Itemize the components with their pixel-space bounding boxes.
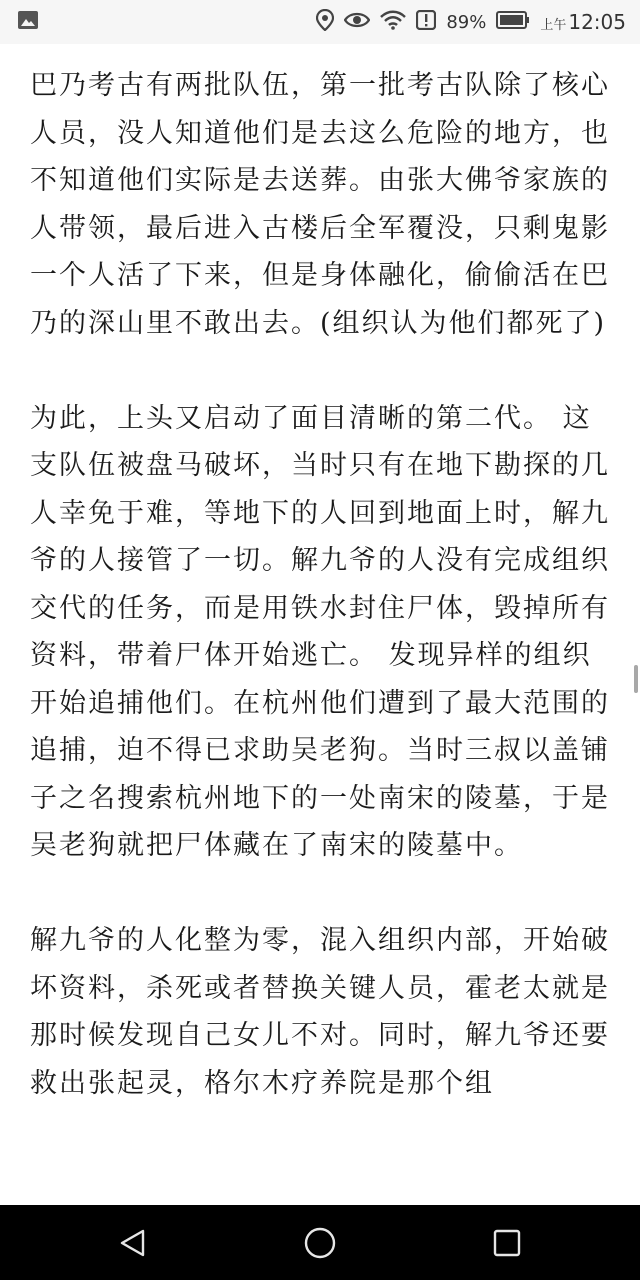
battery-percent: 89% — [446, 11, 487, 33]
recents-button[interactable] — [477, 1213, 537, 1273]
paragraph: 解九爷的人化整为零，混入组织内部，开始破坏资料，杀死或者替换关键人员，霍老太就是那时候发现自己女儿不对。同时，解九爷还要救出张起灵，格尔木疗养院是那个组 — [30, 925, 610, 1099]
location-icon — [316, 9, 334, 35]
battery-icon — [496, 11, 530, 33]
clock-time: 12:05 — [568, 10, 626, 34]
recents-icon — [492, 1228, 522, 1258]
clock-ampm: 上午 — [540, 18, 567, 33]
wifi-icon — [380, 10, 406, 34]
scrollbar-thumb[interactable] — [634, 665, 638, 693]
eye-icon — [344, 11, 370, 33]
status-bar — [0, 0, 640, 44]
home-icon — [303, 1226, 337, 1260]
navigation-bar — [0, 1205, 640, 1280]
alert-icon — [416, 10, 436, 34]
back-icon — [117, 1227, 149, 1259]
article-body[interactable] — [30, 44, 620, 1204]
back-button[interactable] — [103, 1213, 163, 1273]
paragraph: 巴乃考古有两批队伍，第一批考古队除了核心人员，没人知道他们是去这么危险的地方，也不知道他们实际是去送葬。由张大佛爷家族的人带领，最后进入古楼后全军覆没，只剩鬼影一个人活了下来，但是身体融化，偷偷活在巴乃的深山里不敢出去。(组织认为他们都死了) — [30, 70, 610, 339]
paragraph: 为此，上头又启动了面目清晰的第二代。 这支队伍被盘马破坏，当时只有在地下勘探的几人幸免于难，等地下的人回到地面上时，解九爷的人接管了一切。解九爷的人没有完成组织交代的任务，而是用铁水封住尸体，毁掉所有资料，带着尸体开始逃亡。 发现异样的组织开始追捕他们。在杭州他们遭到了最大范围的追捕，迫不得已求助吴老狗。当时三叔以盖铺子之名搜索杭州地下的一处南宋的陵墓，于是吴老狗就把尸体藏在了南宋的陵墓中。 — [30, 402, 610, 861]
gallery-icon — [18, 11, 38, 33]
clock — [540, 10, 626, 34]
home-button[interactable] — [290, 1213, 350, 1273]
